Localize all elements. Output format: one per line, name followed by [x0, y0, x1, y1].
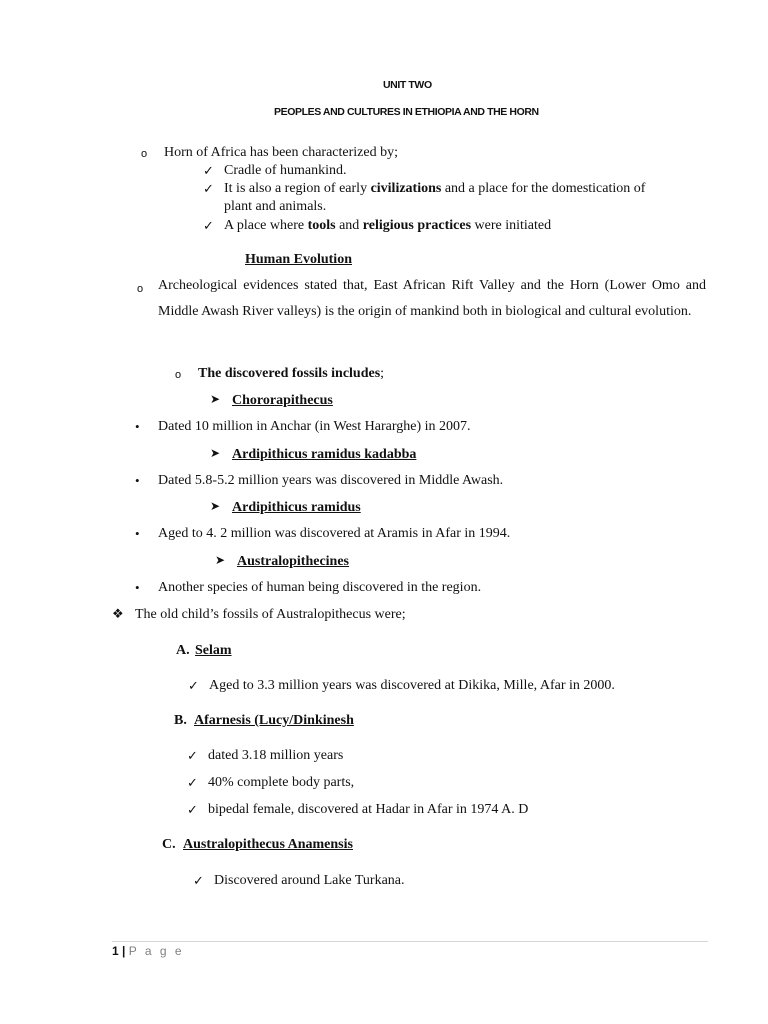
- fossil-desc: Aged to 4. 2 million was discovered at Aramis in Afar in 1994.: [158, 526, 511, 541]
- intro-item: It is also a region of early civilizations and a place for the domestication of: [224, 181, 646, 196]
- footer-divider: [112, 941, 708, 942]
- arrowhead-bullet-icon: ➤: [215, 553, 226, 567]
- fossil-desc: Dated 10 million in Anchar (in West Hararghe) in 2007.: [158, 419, 471, 434]
- section-letter: B.: [174, 713, 187, 728]
- section-heading: Human Evolution: [245, 252, 352, 267]
- child-fossil-item: bipedal female, discovered at Hadar in Afar in 1974 A. D: [208, 802, 529, 817]
- child-fossil-name: Afarnesis (Lucy/Dinkinesh: [194, 713, 354, 728]
- fossil-desc: Another species of human being discovered in the region.: [158, 580, 482, 595]
- checkmark-icon: ✓: [187, 775, 198, 790]
- footer-separator: |: [122, 944, 126, 958]
- child-fossil-item: dated 3.18 million years: [208, 748, 344, 763]
- fossils-intro: The discovered fossils includes;: [198, 366, 385, 381]
- intro-item: Cradle of humankind.: [224, 163, 347, 178]
- checkmark-icon: ✓: [203, 163, 214, 178]
- intro-item-continuation: plant and animals.: [224, 199, 327, 214]
- fossil-name: Australopithecines: [237, 554, 349, 569]
- arrowhead-bullet-icon: ➤: [210, 499, 221, 513]
- hollow-bullet-icon: o: [137, 283, 144, 295]
- checkmark-icon: ✓: [203, 218, 214, 233]
- section-letter: C.: [162, 837, 176, 852]
- checkmark-icon: ✓: [187, 802, 198, 817]
- page-number: 1: [112, 944, 119, 958]
- checkmark-icon: ✓: [188, 678, 199, 693]
- checkmark-icon: ✓: [187, 748, 198, 763]
- arrowhead-bullet-icon: ➤: [210, 392, 221, 406]
- bullet-icon: •: [135, 580, 140, 595]
- hollow-bullet-icon: o: [175, 369, 182, 381]
- intro-text: Horn of Africa has been characterized by;: [164, 145, 398, 160]
- diamond-bullet-icon: ❖: [112, 606, 124, 621]
- child-fossil-name: Selam: [195, 643, 232, 658]
- page-title: UNIT TWO: [383, 79, 432, 91]
- page-label: P a g e: [128, 944, 185, 958]
- child-fossil-name: Australopithecus Anamensis: [183, 837, 353, 852]
- page-subtitle: PEOPLES AND CULTURES IN ETHIOPIA AND THE HORN: [274, 106, 539, 118]
- bullet-icon: •: [135, 473, 140, 488]
- child-fossil-item: Discovered around Lake Turkana.: [214, 873, 405, 888]
- fossil-name: Ardipithicus ramidus: [232, 500, 361, 515]
- bullet-icon: •: [135, 419, 140, 434]
- fossil-name: Ardipithicus ramidus kadabba: [232, 447, 417, 462]
- hollow-bullet-icon: o: [141, 148, 148, 160]
- evolution-paragraph: Archeological evidences stated that, East African Rift Valley and the Horn (Lower Omo and Middle Awash River valleys) is the origin of mankind both in biological and cultural evolution.: [158, 278, 706, 319]
- section-letter: A.: [176, 643, 190, 658]
- fossil-desc: Dated 5.8-5.2 million years was discovered in Middle Awash.: [158, 473, 504, 488]
- arrowhead-bullet-icon: ➤: [210, 446, 221, 460]
- checkmark-icon: ✓: [193, 873, 204, 888]
- page-footer: [112, 944, 184, 958]
- checkmark-icon: ✓: [203, 181, 214, 196]
- child-fossil-item: 40% complete body parts,: [208, 775, 355, 790]
- fossil-name: Chororapithecus: [232, 393, 333, 408]
- child-fossil-item: Aged to 3.3 million years was discovered at Dikika, Mille, Afar in 2000.: [209, 678, 615, 693]
- children-intro: The old child’s fossils of Australopithecus were;: [135, 607, 406, 622]
- intro-item: A place where tools and religious practices were initiated: [224, 218, 552, 233]
- bullet-icon: •: [135, 526, 140, 541]
